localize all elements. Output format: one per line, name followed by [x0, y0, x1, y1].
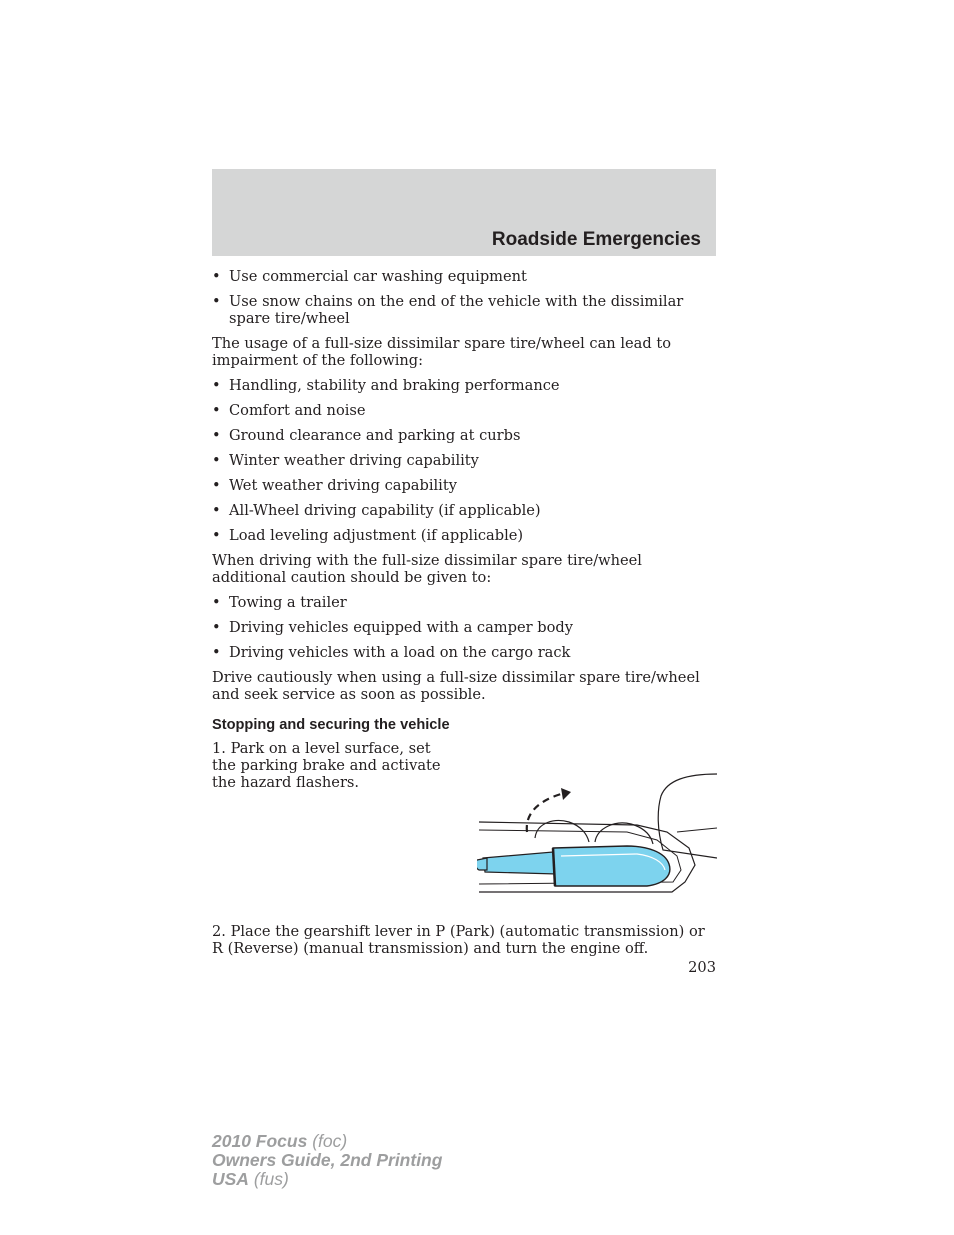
step-2-text: 2. Place the gearshift lever in P (Park) (automatic transmission) or R (Reverse) (manual transmission) and turn the engine off. [212, 923, 705, 957]
list-item: • Ground clearance and parking at curbs [212, 427, 712, 444]
footer-model: 2010 Focus [212, 1131, 308, 1151]
section-header-band [212, 169, 716, 256]
list-item: • Use commercial car washing equipment [212, 268, 712, 285]
page-content [212, 268, 712, 799]
seat-outline [658, 774, 717, 858]
document-footer [212, 1132, 442, 1189]
footer-region-code: (fus) [248, 1169, 289, 1189]
step-1-text: 1. Park on a level surface, set the parking brake and activate the hazard flashers. [212, 740, 441, 791]
page-number: 203 [688, 959, 716, 976]
list-item: • Handling, stability and braking performance [212, 377, 712, 394]
subsection-heading: Stopping and securing the vehicle [212, 717, 450, 733]
footer-guide: Owners Guide, 2nd Printing [212, 1150, 443, 1170]
lever-handle [553, 846, 670, 886]
list-item: • Driving vehicles with a load on the cargo rack [212, 644, 712, 661]
footer-model-code: (foc) [307, 1131, 348, 1151]
footer-region: USA [212, 1169, 249, 1189]
paragraph: When driving with the full-size dissimilar spare tire/wheel additional caution should be given to: [212, 552, 642, 586]
list-item: • Use snow chains on the end of the vehicle with the dissimilar spare tire/wheel [212, 293, 712, 327]
parking-brake-illustration [477, 770, 717, 900]
list-item: • Towing a trailer [212, 594, 712, 611]
list-item: • Driving vehicles equipped with a camper body [212, 619, 712, 636]
seat-seam [677, 828, 717, 832]
section-title: Roadside Emergencies [491, 229, 701, 250]
lever-shaft [483, 852, 557, 874]
list-item: • Winter weather driving capability [212, 452, 712, 469]
lever-button [477, 858, 487, 870]
paragraph: Drive cautiously when using a full-size dissimilar spare tire/wheel and seek service as soon as possible. [212, 669, 700, 703]
direction-arrow-icon [527, 794, 561, 832]
list-item: • Comfort and noise [212, 402, 712, 419]
list-item: • Load leveling adjustment (if applicable) [212, 527, 712, 544]
arrowhead-icon [561, 788, 571, 800]
paragraph: The usage of a full-size dissimilar spare tire/wheel can lead to impairment of the following: [212, 335, 671, 369]
list-item: • All-Wheel driving capability (if applicable) [212, 502, 712, 519]
list-item: • Wet weather driving capability [212, 477, 712, 494]
